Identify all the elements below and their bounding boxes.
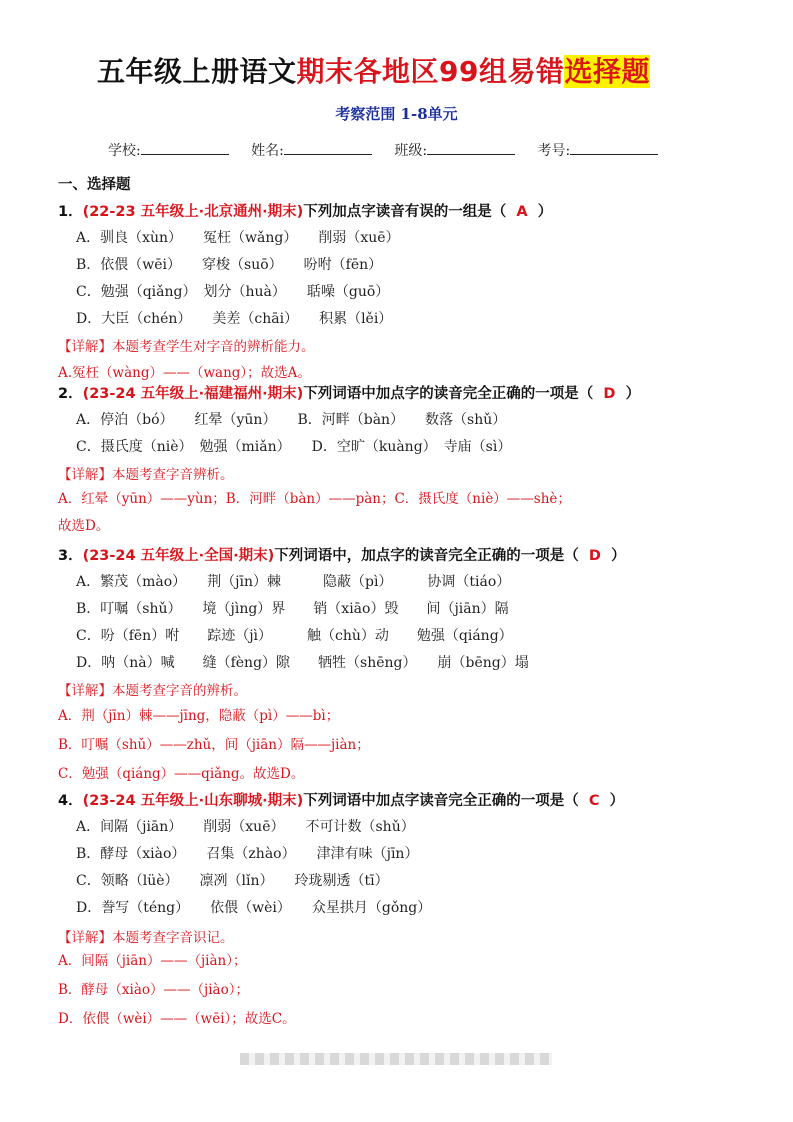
question-2-detail-heading: 【详解】本题考查字音辨析。: [58, 467, 234, 483]
question-4-detail-line: A．间隔（jiān）——（jiàn）；: [58, 953, 247, 969]
question-4-option-b: B．酵母（xiào） 召集（zhào） 津津有味（jīn）: [76, 846, 419, 862]
class-field[interactable]: [427, 140, 515, 155]
question-3-stem: [58, 544, 626, 565]
question-source: (23-24 五年级上·福建福州·期末): [82, 386, 304, 402]
question-close: ）: [611, 548, 626, 564]
question-1-option-b: B．依偎（wēi） 穿梭（suō） 吩咐（fēn）: [76, 257, 383, 273]
question-2-option-row-2: C．摄氏度（niè） 勉强（miǎn） D．空旷（kuàng） 寺庙（sì）: [76, 439, 512, 455]
question-1-stem: [58, 200, 552, 221]
question-4-detail-heading: 【详解】本题考查字音识记。: [58, 930, 234, 946]
question-3-detail-line: B．叮嘱（shǔ）——zhǔ，间（jiān）隔——jiàn；: [58, 737, 370, 753]
question-2-detail-line: 故选D。: [58, 518, 110, 534]
question-text: 下列词语中加点字的读音完全正确的一项是（: [303, 386, 594, 402]
page-title: [97, 50, 650, 90]
question-1-option-d: D．大臣（chén） 美差（chāi） 积累（lěi）: [76, 311, 393, 327]
question-number: 2．: [58, 386, 83, 402]
question-4-detail-line: B．酵母（xiào）——（jiào）；: [58, 982, 249, 998]
question-3-detail-line: C．勉强（qiáng）——qiǎng。故选D。: [58, 766, 305, 782]
question-text: 下列词语中，加点字的读音完全正确的一项是（: [274, 548, 579, 564]
class-label: 班级:: [394, 143, 428, 159]
question-number: 3．: [58, 548, 83, 564]
question-1-detail-line: A.冤枉（wàng）——（wang）；故选A。: [58, 365, 311, 381]
question-answer: A: [516, 204, 528, 220]
question-number: 1．: [58, 204, 83, 220]
title-part-2: 期末各地区99组易错: [296, 55, 565, 88]
question-2-option-row-1: A．停泊（bó） 红晕（yūn） B．河畔（bàn） 数落（shǔ）: [76, 412, 507, 428]
question-3-option-c: C．吩（fēn）咐 踪迹（jì） 触（chù）动 勉强（qiáng）: [76, 628, 513, 644]
school-field[interactable]: [141, 140, 229, 155]
question-3-detail-heading: 【详解】本题考查字音的辨析。: [58, 683, 247, 699]
question-3-option-d: D．呐（nà）喊 缝（fèng）隙 牺牲（shēng） 崩（bēng）塌: [76, 655, 529, 671]
question-source: (23-24 五年级上·山东聊城·期末): [82, 793, 304, 809]
blurred-footer-watermark: [240, 1053, 552, 1065]
question-2-detail-line: A．红晕（yūn）——yùn；B．河畔（bàn）——pàn；C．摄氏度（niè）——shè；: [58, 491, 571, 507]
name-label: 姓名:: [251, 143, 284, 159]
question-close: ）: [609, 793, 625, 809]
question-text: 下列加点字读音有误的一组是（: [303, 204, 507, 220]
question-source: (22-23 五年级上·北京通州·期末): [82, 204, 304, 220]
question-close: ）: [625, 386, 641, 402]
question-3-detail-line: A．荆（jīn）棘——jīng，隐蔽（pì）——bì；: [58, 708, 340, 724]
question-close: ）: [537, 204, 553, 220]
question-4-option-a: A．间隔（jiān） 削弱（xuē） 不可计数（shǔ）: [76, 819, 415, 835]
question-2-stem: [58, 382, 640, 403]
question-3-option-b: B．叮嘱（shǔ） 境（jìng）界 销（xiāo）毁 间（jiān）隔: [76, 601, 509, 617]
question-1-option-a: A．驯良（xùn） 冤枉（wǎng） 削弱（xuē）: [76, 230, 400, 246]
section-heading: 一、选择题: [58, 177, 131, 193]
question-answer: D: [603, 386, 616, 402]
title-part-3: 选择题: [564, 55, 650, 88]
question-number: 4．: [58, 793, 83, 809]
question-4-stem: [58, 789, 624, 810]
question-3-option-a: A．繁茂（mào） 荆（jīn）棘 隐蔽（pì） 协调（tiáo）: [76, 574, 511, 590]
question-answer: D: [588, 548, 601, 564]
exam-no-field[interactable]: [570, 140, 658, 155]
exam-no-label: 考号:: [537, 143, 571, 159]
question-answer: C: [588, 793, 600, 809]
student-info-form: [108, 140, 676, 160]
question-4-option-d: D．誊写（téng） 依偎（wèi） 众星拱月（gǒng）: [76, 900, 432, 916]
question-source: (23-24 五年级上·全国·期末): [82, 548, 275, 564]
name-field[interactable]: [284, 140, 372, 155]
question-1-option-c: C．勉强（qiǎng） 划分（huà） 聒噪（guō）: [76, 284, 390, 300]
question-4-detail-line: D．依偎（wèi）——（wēi）；故选C。: [58, 1011, 296, 1027]
title-part-1: 五年级上册语文: [97, 55, 297, 88]
question-1-detail-heading: 【详解】本题考查学生对字音的辨析能力。: [58, 339, 315, 355]
question-text: 下列词语中加点字读音完全正确的一项是（: [303, 793, 579, 809]
school-label: 学校:: [108, 143, 141, 159]
question-4-option-c: C．领略（lüè） 凛冽（lǐn） 玲珑剔透（tī）: [76, 873, 389, 889]
subtitle: 考察范围 1-8单元: [335, 105, 458, 123]
